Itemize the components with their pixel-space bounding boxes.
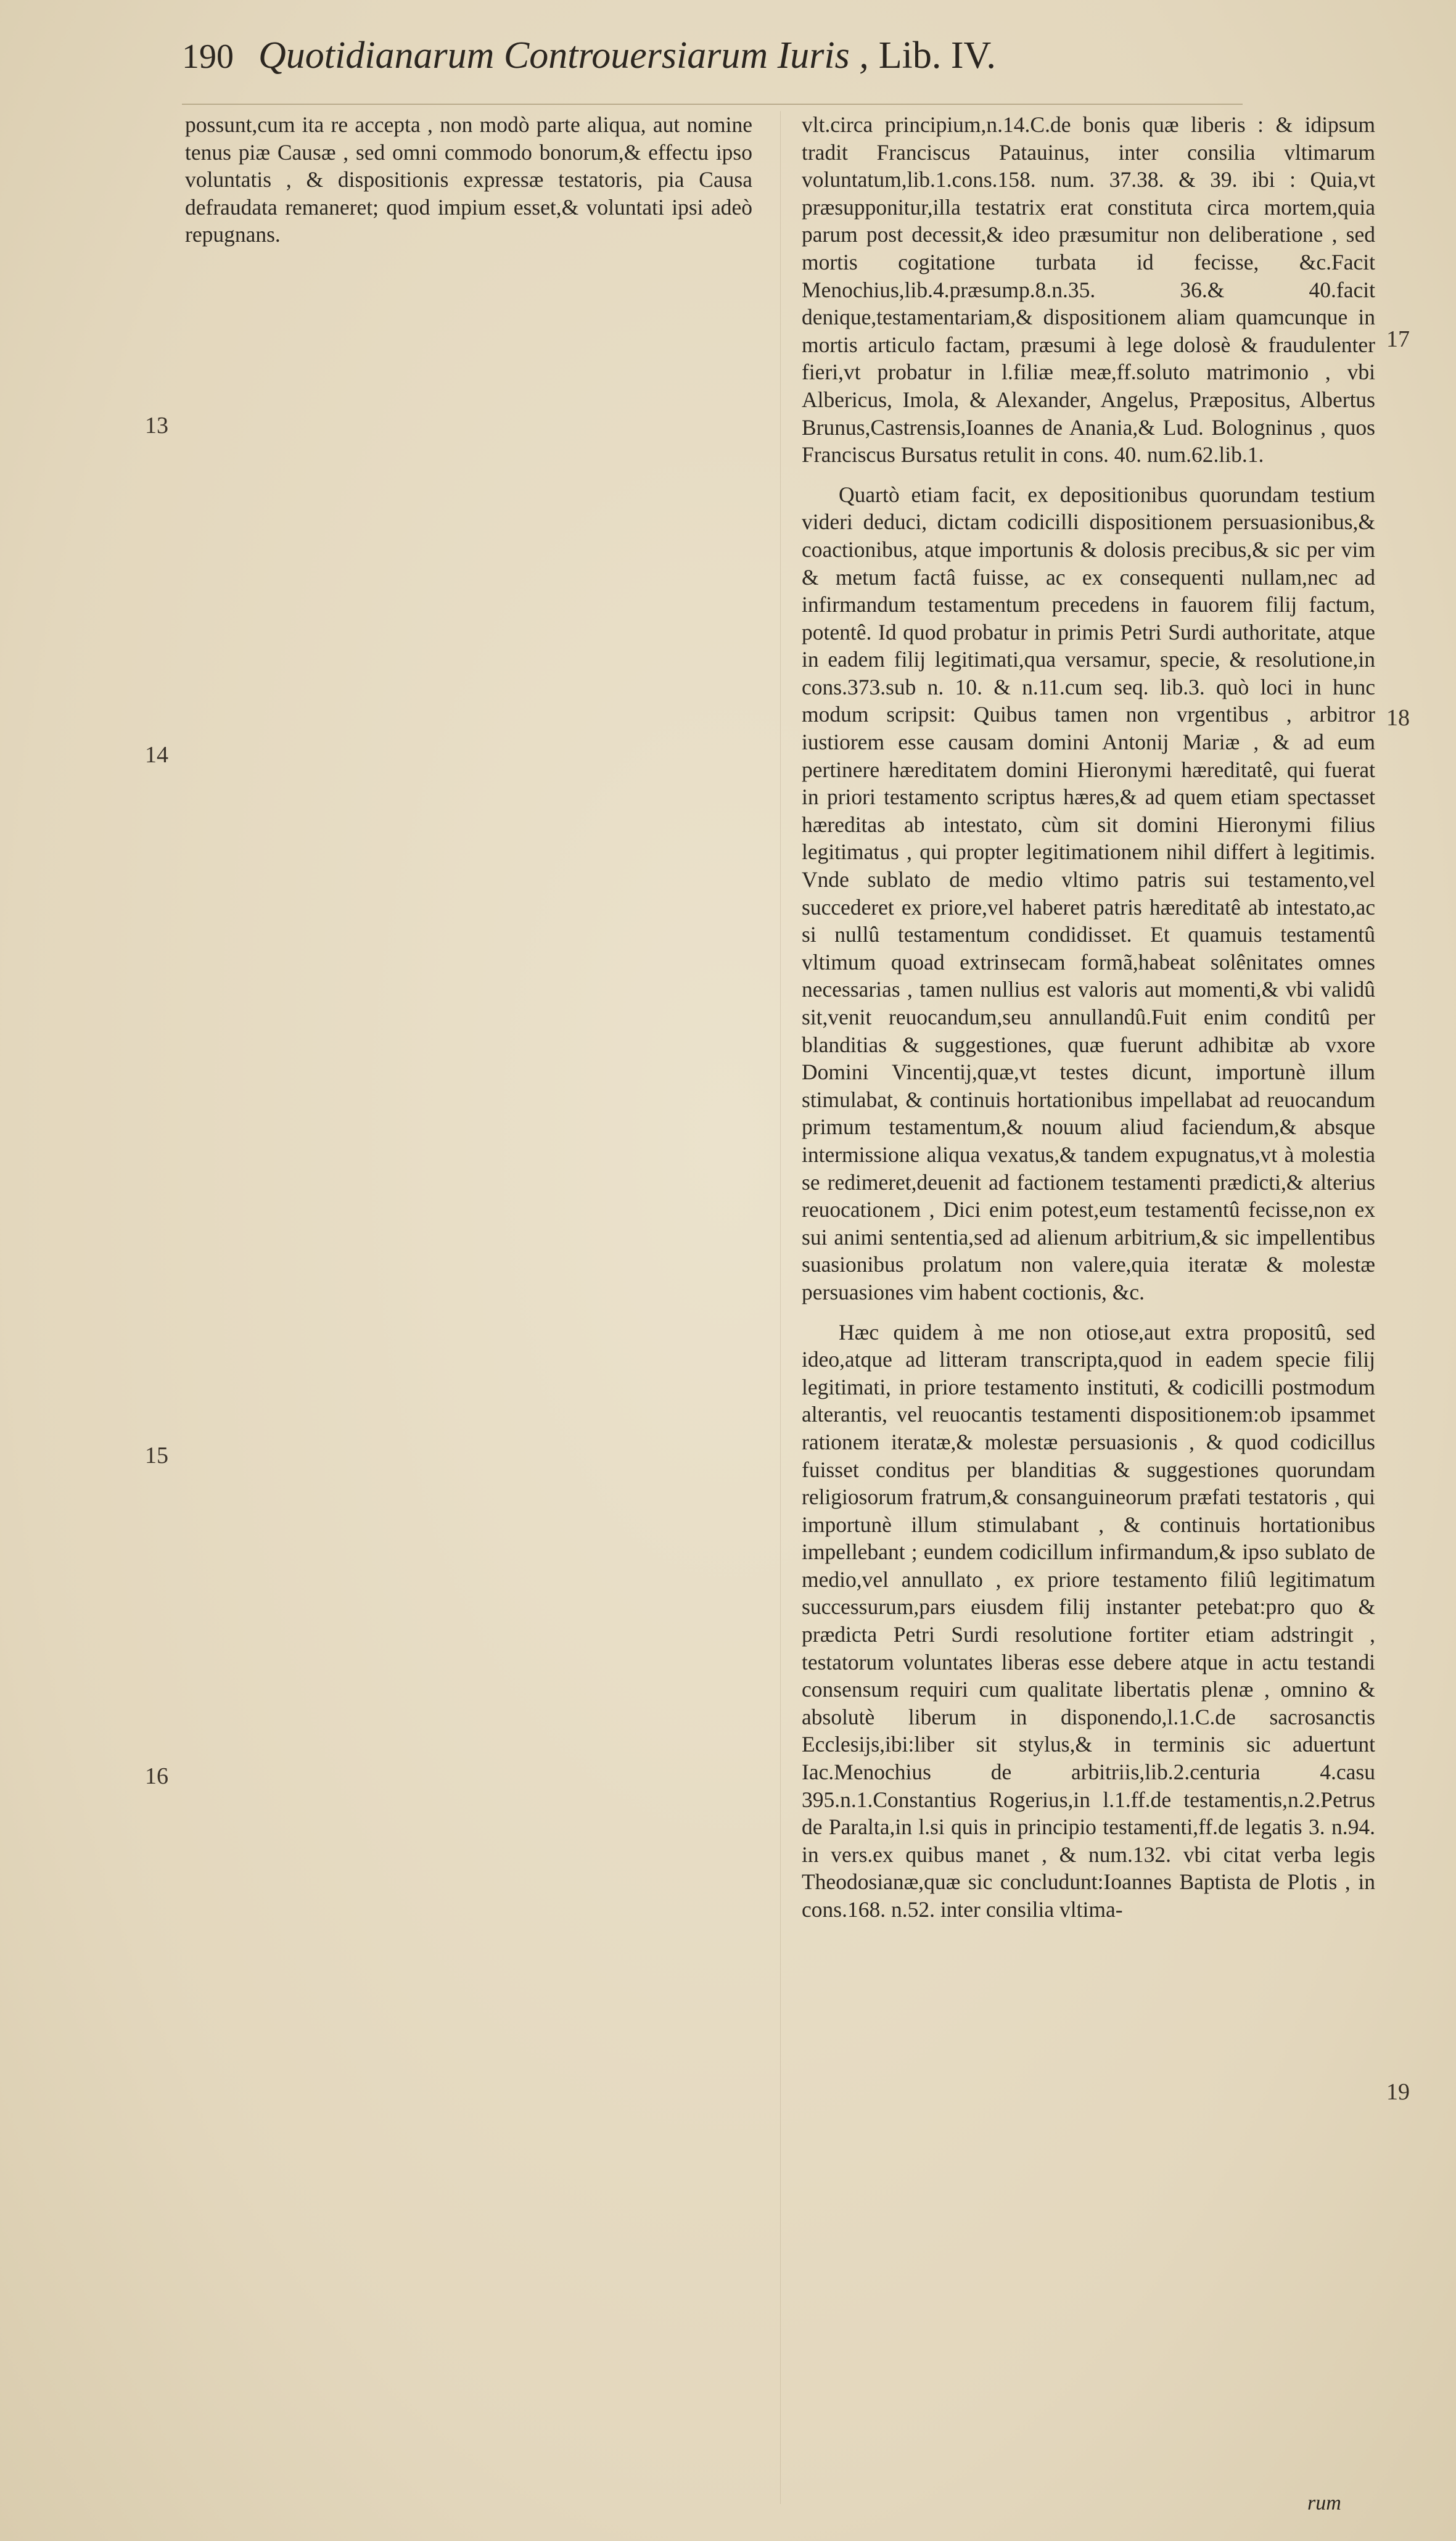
margin-number-14: 14 — [145, 742, 168, 768]
running-book: Lib. IV. — [878, 35, 996, 76]
right-column — [802, 111, 1375, 2504]
margin-number-16: 16 — [145, 1763, 168, 1789]
margin-number-19: 19 — [1386, 2079, 1410, 2105]
margin-number-17: 17 — [1386, 326, 1410, 352]
running-header — [182, 34, 1243, 102]
right-paragraph-1: vlt.circa principium,n.14.C.de bonis quæ liberis : & idipsum tradit Franciscus Patauinus, inter consilia vltimarum voluntatum,lib.1.cons.158. num. 37.38. & 39. ibi : Quia,vt præsupponitur,illa testatrix erat constituta circa mortem,quia parum post decessit,& ideo præsumitur non deliberatione , sed mortis cogitatione turbata id fecisse, &c.Facit Menochius,lib.4.præsump.8.n.35. 36.& 40.facit denique,testamentariam,& dispositionem aliam quamcunque in mortis articulo factam, præsumi à lege dolosè & fraudulenter fieri,vt probatur in l.filiæ meæ,ff.soluto matrimonio , vbi Albericus, Imola, & Alexander, Angelus, Præpositus, Albertus Brunus,Castrensis,Ioannes de Anania,& Lud. Bologninus , quos Franciscus Bursatus retulit in cons. 40. num.62.lib.1. — [802, 112, 1375, 467]
gutter-line — [780, 111, 781, 2504]
margin-number-18: 18 — [1386, 705, 1410, 731]
right-paragraph-3: Hæc quidem à me non otiose,aut extra propositû, sed ideo,atque ad litteram transcripta,quod in eadem specie filij legitimati, in priore testamento instituti, & codicilli postmodum alterantis, vel reuocantis testamenti dispositionem:ob ipsammet rationem iteratæ,& molestæ persuasionis , & quod codicillus fuisset conditus per blanditias & suggestiones quorundam religiosorum fratrum,& consanguineorum præfati testatoris , qui importunè illum stimulabant , & continuis hortationibus impellebant ; eundem codicillum infirmandum,& ipso sublato de medio,vel annullato , ex priore testamento filiû legitimatum successurum,pars eiusdem filij instanter petebat:pro quo & prædicta Petri Surdi resolutione fortiter etiam adstringit , testatorum voluntates liberas esse debere atque in actu testandi consensum requiri cum qualitate libertatis plenæ , omnino & absolutè liberum in disponendo,l.1.C.de sacrosanctis Ecclesijs,ibi:liber sit stylus,& in terminis sic aduertunt Iac.Menochius de arbitriis,lib.2.centuria 4.casu 395.n.1.Constantius Rogerius,in l.1.ff.de testamentis,n.2.Petrus de Paralta,in l.si quis in principio testamenti,ff.de legatis 3. n.94. in vers.ex quibus manet , & num.132. vbi citat verba legis Theodosianæ,quæ sic concludunt:Ioannes Baptista de Plotis , in cons.168. n.52. inter consilia vltima- — [802, 1319, 1375, 1922]
margin-number-13: 13 — [145, 413, 168, 439]
right-paragraph-2: Quartò etiam facit, ex depositionibus quorundam testium videri deduci, dictam codicilli dispositionem persuasionibus,& coactionibus, atque importunis & dolosis precibus,& sic per vim & metum factâ fuisse, ac ex consequenti nullam,nec ad infirmandum testamentum precedens in fauorem filij factum, potentê. Id quod probatur in primis Petri Surdi authoritate, atque in eadem filij legitimati,qua versamur, specie, & resolutione,in cons.373.sub n. 10. & n.11.cum seq. lib.3. quò loci in hunc modum scripsit: Quibus tamen non vrgentibus , arbitror iustiorem esse causam domini Antonij Mariæ , & ad eum pertinere hæreditatem domini Hieronymi hæreditatê, qui fuerat in priori testamento scriptus hæres,& ad quem etiam spectasset hæreditas ab intestato, cùm sit domini Hieronymi filius legitimatus , qui propter legitimationem nihil differt à legitimis. Vnde sublato de medio vltimo patris sui testamento,vel succederet ex priore,vel haberet patris hæreditatê ab intestato,ac si nullû testamentum condidisset. Et quamuis testamentû vltimum quoad extrinsecam formã,habeat solênitates omnes necessarias , tamen nullius est valoris aut momenti,& vbi validû sit,venit reuocandum,seu annullandû.Fuit enim conditû per blanditias & suggestiones, quæ fuerunt adhibitæ ab vxore Domini Vincentij,quæ,vt testes dicunt, importunè illum stimulabat, & continuis hortationibus impellabat ad reuocandum primum testamentum,& nouum aliud faciendum,& absque intermissione aliqua vexatus,& tandem expugnatus,vt à molestia se redimeret,deuenit ad factionem testamenti prædicti,& alterius reuocationem , Dici enim potest,eum testamentû fecisse,non ex sui animi sententia,sed ad alienum arbitrium,& sic impellentibus suasionibus prolatum non valere,quia iteratæ & molestæ persuasiones vim habent coctionis, &c. — [802, 482, 1375, 1304]
page-number: 190 — [182, 38, 234, 76]
left-column — [185, 111, 752, 2504]
running-title: Quotidianarum Controuersiarum Iuris , — [258, 35, 869, 76]
left-paragraph-1: possunt,cum ita re accepta , non modò parte aliqua, aut nomine tenus piæ Causæ , sed omni commodo bonorum,& effectu ipso voluntatis , & dispositionis expressæ testatoris, pia Causa defraudata remaneret; quod impium esset,& voluntati ipsi adeò repugnans. — [185, 112, 752, 247]
catchword: rum — [1307, 2492, 1341, 2514]
margin-number-15: 15 — [145, 1443, 168, 1468]
header-rule — [182, 104, 1243, 105]
